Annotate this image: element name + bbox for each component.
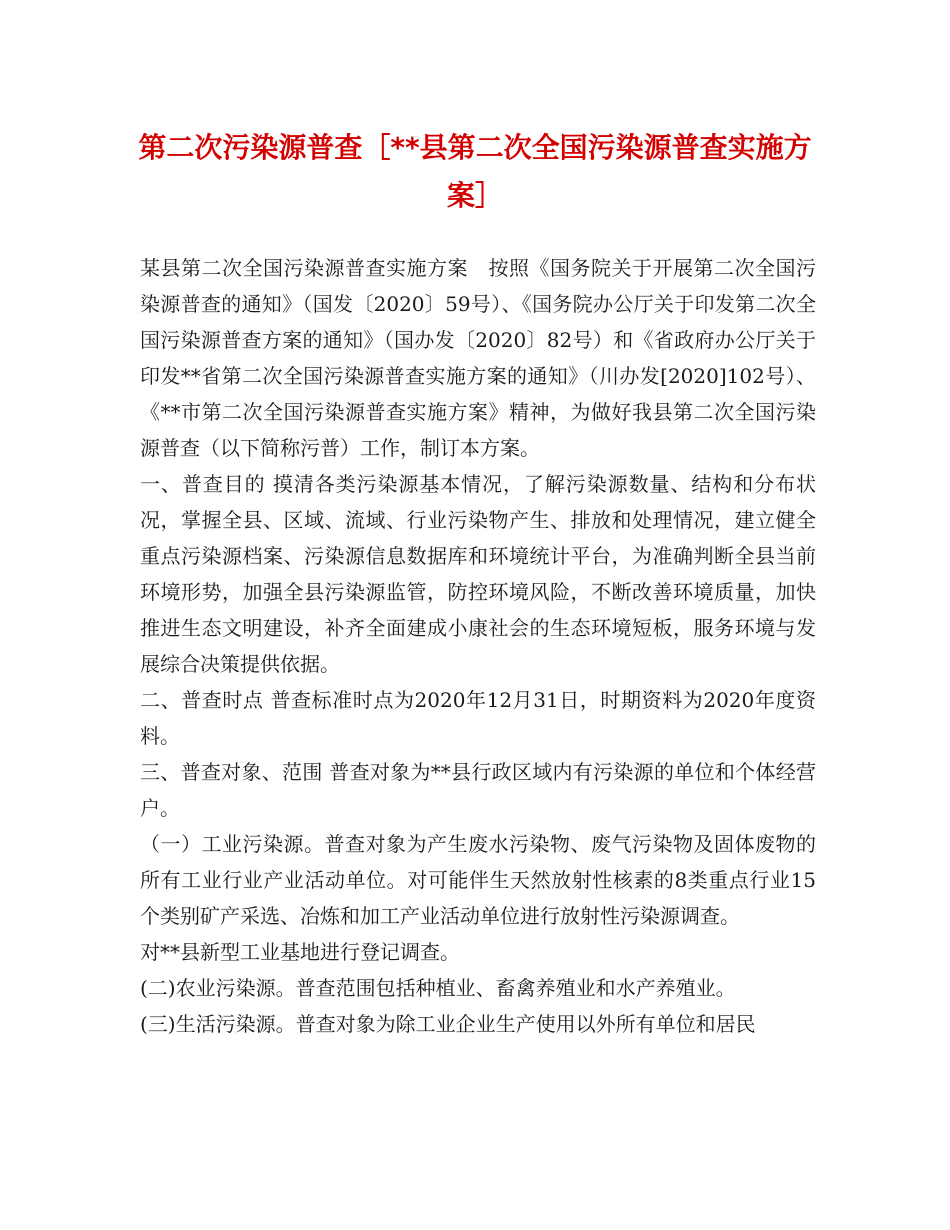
document-title: 第二次污染源普查［**县第二次全国污染源普查实施方案］	[138, 131, 812, 212]
paragraph-purpose: 一、普查目的 摸清各类污染源基本情况，了解污染源数量、结构和分布状况，掌握全县、区域、流域、行业污染物产生、排放和处理情况，建立健全重点污染源档案、污染源信息数据库和环境统计平台，为准确判断全县当前环境形势，加强全县污染源监管，防控环境风险，不断改善环境质量，加快推进生态文明建设，补齐全面建成小康社会的生态环境短板，服务环境与发展综合决策提供依据。	[140, 472, 816, 676]
document-body	[140, 250, 816, 1042]
paragraph-intro: 某县第二次全国污染源普查实施方案 按照《国务院关于开展第二次全国污染源普查的通知》（国发〔2020〕59号）、《国务院办公厅关于印发第二次全国污染源普查方案的通知》（国办发〔2020〕82号）和《省政府办公厅关于印发**省第二次全国污染源普查实施方案的通知》（川办发[2020]102号）、《**市第二次全国污染源普查实施方案》精神，为做好我县第二次全国污染源普查（以下简称污普）工作，制订本方案。	[140, 256, 816, 460]
paragraph-agricultural-source: (二)农业污染源。普查范围包括种植业、畜禽养殖业和水产养殖业。	[140, 976, 736, 1000]
paragraph-domestic-source: (三)生活污染源。普查对象为除工业企业生产使用以外所有单位和居民	[140, 1012, 756, 1036]
paragraph-industrial-source: （一）工业污染源。普查对象为产生废水污染物、废气污染物及固体废物的所有工业行业产业活动单位。对可能伴生天然放射性核素的8类重点行业15个类别矿产采选、冶炼和加工产业活动单位进行放射性污染源调查。	[140, 832, 816, 928]
paragraph-time-point: 二、普查时点 普查标准时点为2020年12月31日，时期资料为2020年度资料。	[140, 688, 816, 748]
paragraph-industrial-base: 对**县新型工业基地进行登记调查。	[140, 940, 460, 964]
paragraph-scope: 三、普查对象、范围 普查对象为**县行政区域内有污染源的单位和个体经营户。	[140, 760, 816, 820]
